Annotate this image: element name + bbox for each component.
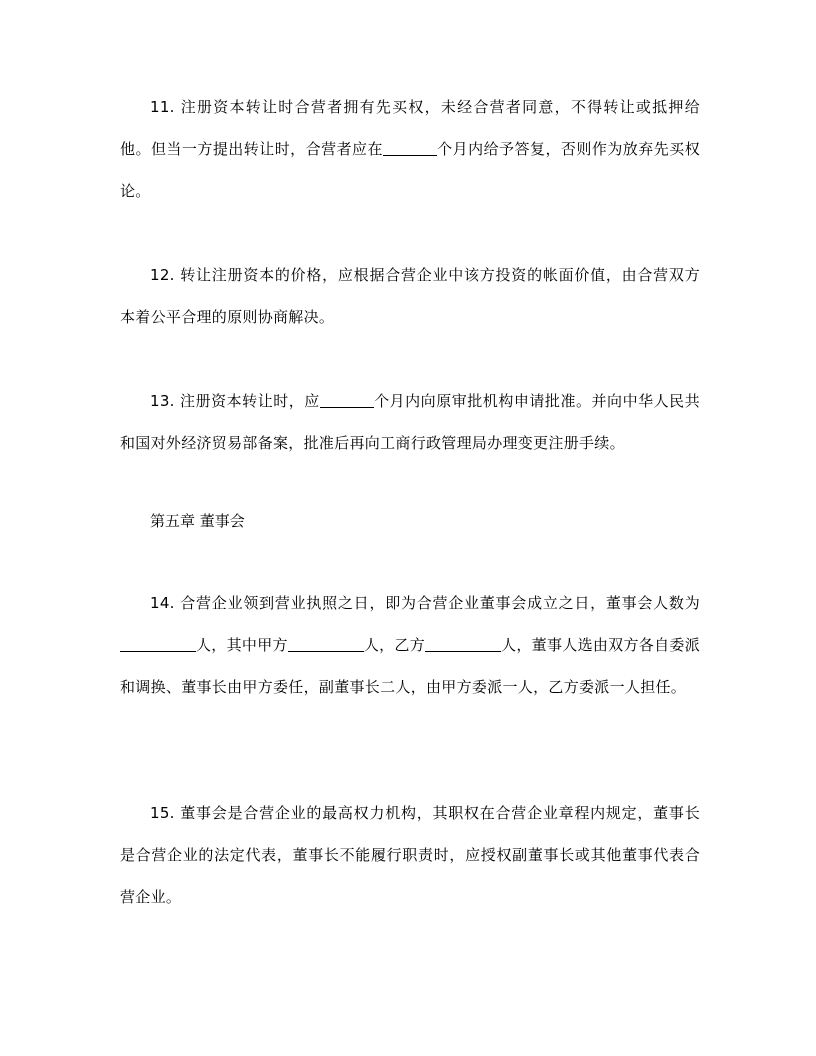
clause-13-text-1: 13. 注册资本转让时，应 (150, 392, 320, 410)
clause-15-text: 15. 董事会是合营企业的最高权力机构，其职权在合营企业章程内规定，董事长是合营企业的法定代表，董事长不能履行职责时，应授权副董事长或其他董事代表合营企业。 (120, 804, 700, 906)
fill-in-blank (383, 139, 437, 156)
clause-11-text-1: 11. 注册资本转让时合营者拥有先买权，未经合营者同意，不得转让或抵押给他。但当一方提出转让时，合营者应在 (120, 98, 700, 158)
clause-14-text-4: 人，董事人选由双方各自委派和调换、董事长由甲方委任，副董事长二人，由甲方委派一人，乙方委派一人担任。 (120, 636, 700, 696)
clause-12-text: 12. 转让注册资本的价格，应根据合营企业中该方投资的帐面价值，由合营双方本着公平合理的原则协商解决。 (120, 266, 700, 326)
clause-11 (120, 86, 700, 212)
fill-in-blank (288, 635, 364, 652)
clause-11-text-2: 个月内给予答复，否则作为放弃先买权论。 (120, 140, 700, 200)
clause-15 (120, 792, 700, 918)
clause-14-text-1: 14. 合营企业领到营业执照之日，即为合营企业董事会成立之日，董事会人数为 (150, 594, 700, 612)
clause-13-text-2: 个月内向原审批机构申请批准。并向中华人民共和国对外经济贸易部备案，批准后再向工商行政管理局办理变更注册手续。 (120, 392, 700, 452)
fill-in-blank (120, 635, 196, 652)
clause-12 (120, 254, 700, 338)
clause-14-text-3: 人，乙方 (363, 636, 426, 654)
clause-13 (120, 380, 700, 464)
chapter-5-heading: 第五章 董事会 (150, 512, 245, 530)
clause-14 (120, 582, 700, 708)
fill-in-blank (425, 635, 501, 652)
fill-in-blank (320, 391, 374, 408)
clause-14-text-2: 人，其中甲方 (196, 636, 288, 654)
